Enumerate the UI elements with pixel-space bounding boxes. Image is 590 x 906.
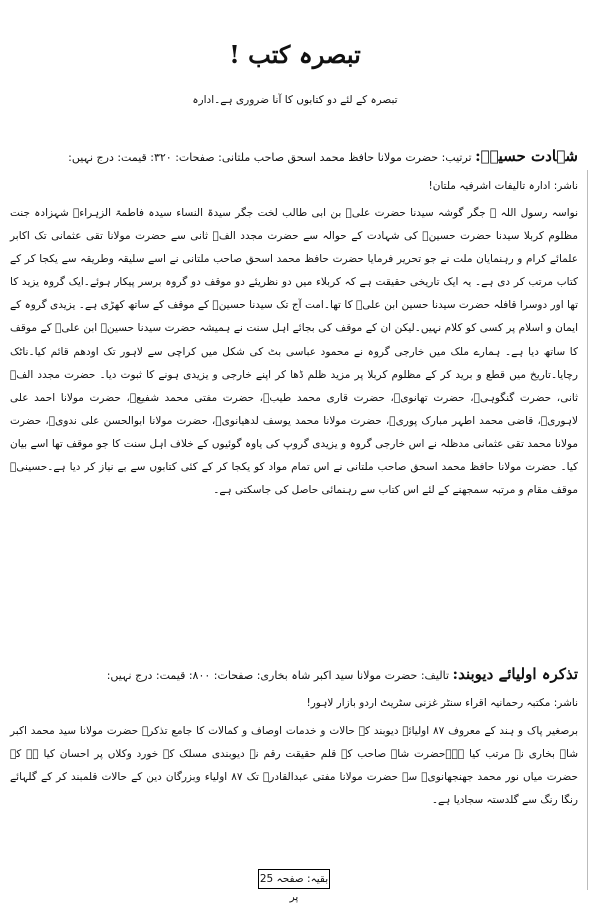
continued-box: بقیہ: صفحہ 25 پر [258, 869, 330, 889]
page-subtitle: تبصرہ کے لئے دو کتابوں کا آنا ضروری ہے۔ادارہ [192, 94, 398, 106]
book-1-details: ترتیب: حضرت مولانا حافظ محمد اسحق صاحب ملتانی: صفحات: ۳۲۰: قیمت: درج نہیں: [68, 151, 472, 164]
book-1-heading [8, 148, 578, 166]
book-2-review: برصغیر پاک و ہند کے معروف ۸۷ اولیائے دیوبند کے حالات و خدمات اوصاف و کمالات کا جامع تذکرہ حضرت مولانا سید محمد اکبر شاہ بخاری نے مرتب کیا ہے۔حضرت شاہ صاحب کے قلم حقیقت رقم نے دیوبندی مسلک کے خورد وکلاں پر احسان کیا ہے کہ حضرت میاں نور محمد جھنجھانویؒ سے حضرت مولانا مفتی عبدالقادرؒ تک ۸۷ اولیاء وبزرگان دین کے حالات قلمبند کر کے گلہائے رنگا رنگ سے گلدستہ سجادیا ہے۔ [10, 725, 578, 807]
book-2-publisher: ناشر: مکتبہ رحمانیہ اقراء سنٹر غزنی سٹریٹ اردو بازار لاہور! [306, 697, 578, 709]
margin-rule [587, 170, 588, 890]
book-1-review: نواسہ رسول اللہ ﷺ جگر گوشہ سیدنا حضرت علیؓ بن ابی طالب لخت جگر سیدۃ النساء سیدہ فاطمۃ الزہراءؓ شہزادہ جنت مظلوم کربلا سیدنا حضرت حسینؓ کی شہادت کے حوالہ سے حضرت مجدد الفؒ ثانی سے حضرت مولانا تقی عثمانی تک اکابر علمائے کرام و رہنمایان ملت نے جو تحریر فرمایا حضرت حافظ محمد اسحق صاحب ملتانی نے اسے سلیقہ وطریقہ سے یکجا کر کے کتاب مرتب کر دی ہے۔ یہ ایک تاریخی حقیقت ہے کہ کربلاء میں دو نظریئے دو موقف دو گروہ برسر پیکار ہوئے۔ایک گروہ یزید کا تھا اور دوسرا قافلہ حضرت سیدنا حسین ابن علیؓ کا تھا۔امت آج تک سیدنا حسینؓ کے موقف کے ساتھ کھڑی ہے۔ یزیدی گروہ کے ایمان و اسلام پر کسی کو کلام نہیں۔لیکن ان کے موقف کی بجائے اہل سنت نے ہمیشہ حضرت سیدنا حسینؓ ابن علیؓ کے موقف کا ساتھ دیا ہے۔ ہمارے ملک میں خارجی گروہ نے محمود عباسی بٹ کی شکل میں کراچی سے لاہور تک اودھم قائم کیا۔ناٹک رچایا۔تاریخ میں قطع و برید کر کے مظلوم کربلا پر مزید ظلم ڈھا کر اپنے خارجی و یزیدی ہونے کا ثبوت دیا۔ حضرت مجدد الفؒ ثانی، حضرت گنگوہیؒ، حضرت تھانویؒ، حضرت قاری محمد طیبؒ، حضرت مفتی محمد شفیعؒ، حضرت مولانا احمد علی لاہوریؒ، قاضی محمد اطہر مبارک پوریؒ، حضرت مولانا محمد یوسف لدھیانویؒ، حضرت مولانا ابوالحسن علی ندویؒ، حضرت مولانا محمد تقی عثمانی مدظلہ نے اس خارجی گروہ و یزیدی گروپ کی یاوہ گوئیوں کے خلاف اہل سنت کا جو موقف تھا اسے بیان کیا۔ حضرت مولانا حافظ محمد اسحق صاحب ملتانی نے اس تمام مواد کو یکجا کر کے کئی کتابوں سے بے نیاز کر دیا ہے۔حسینیؓ موقف مقام و مرتبہ سمجھنے کے لئے اس کتاب سے رہنمائی حاصل کی جاسکتی ہے۔ [10, 207, 578, 497]
book-1-publisher: ناشر: ادارہ تالیفات اشرفیہ ملتان! [428, 180, 578, 192]
book-2-heading [8, 666, 578, 684]
book-2-name: تذکرہ اولیائے دیوبند: [452, 666, 578, 683]
book-1-name: شہادت حسینؓ: [475, 148, 578, 165]
book-2-details: تالیف: حضرت مولانا سید اکبر شاہ بخاری: صفحات: ۸۰۰: قیمت: درج نہیں: [106, 669, 450, 682]
page-title: تبصرہ کتب ! [229, 40, 361, 69]
